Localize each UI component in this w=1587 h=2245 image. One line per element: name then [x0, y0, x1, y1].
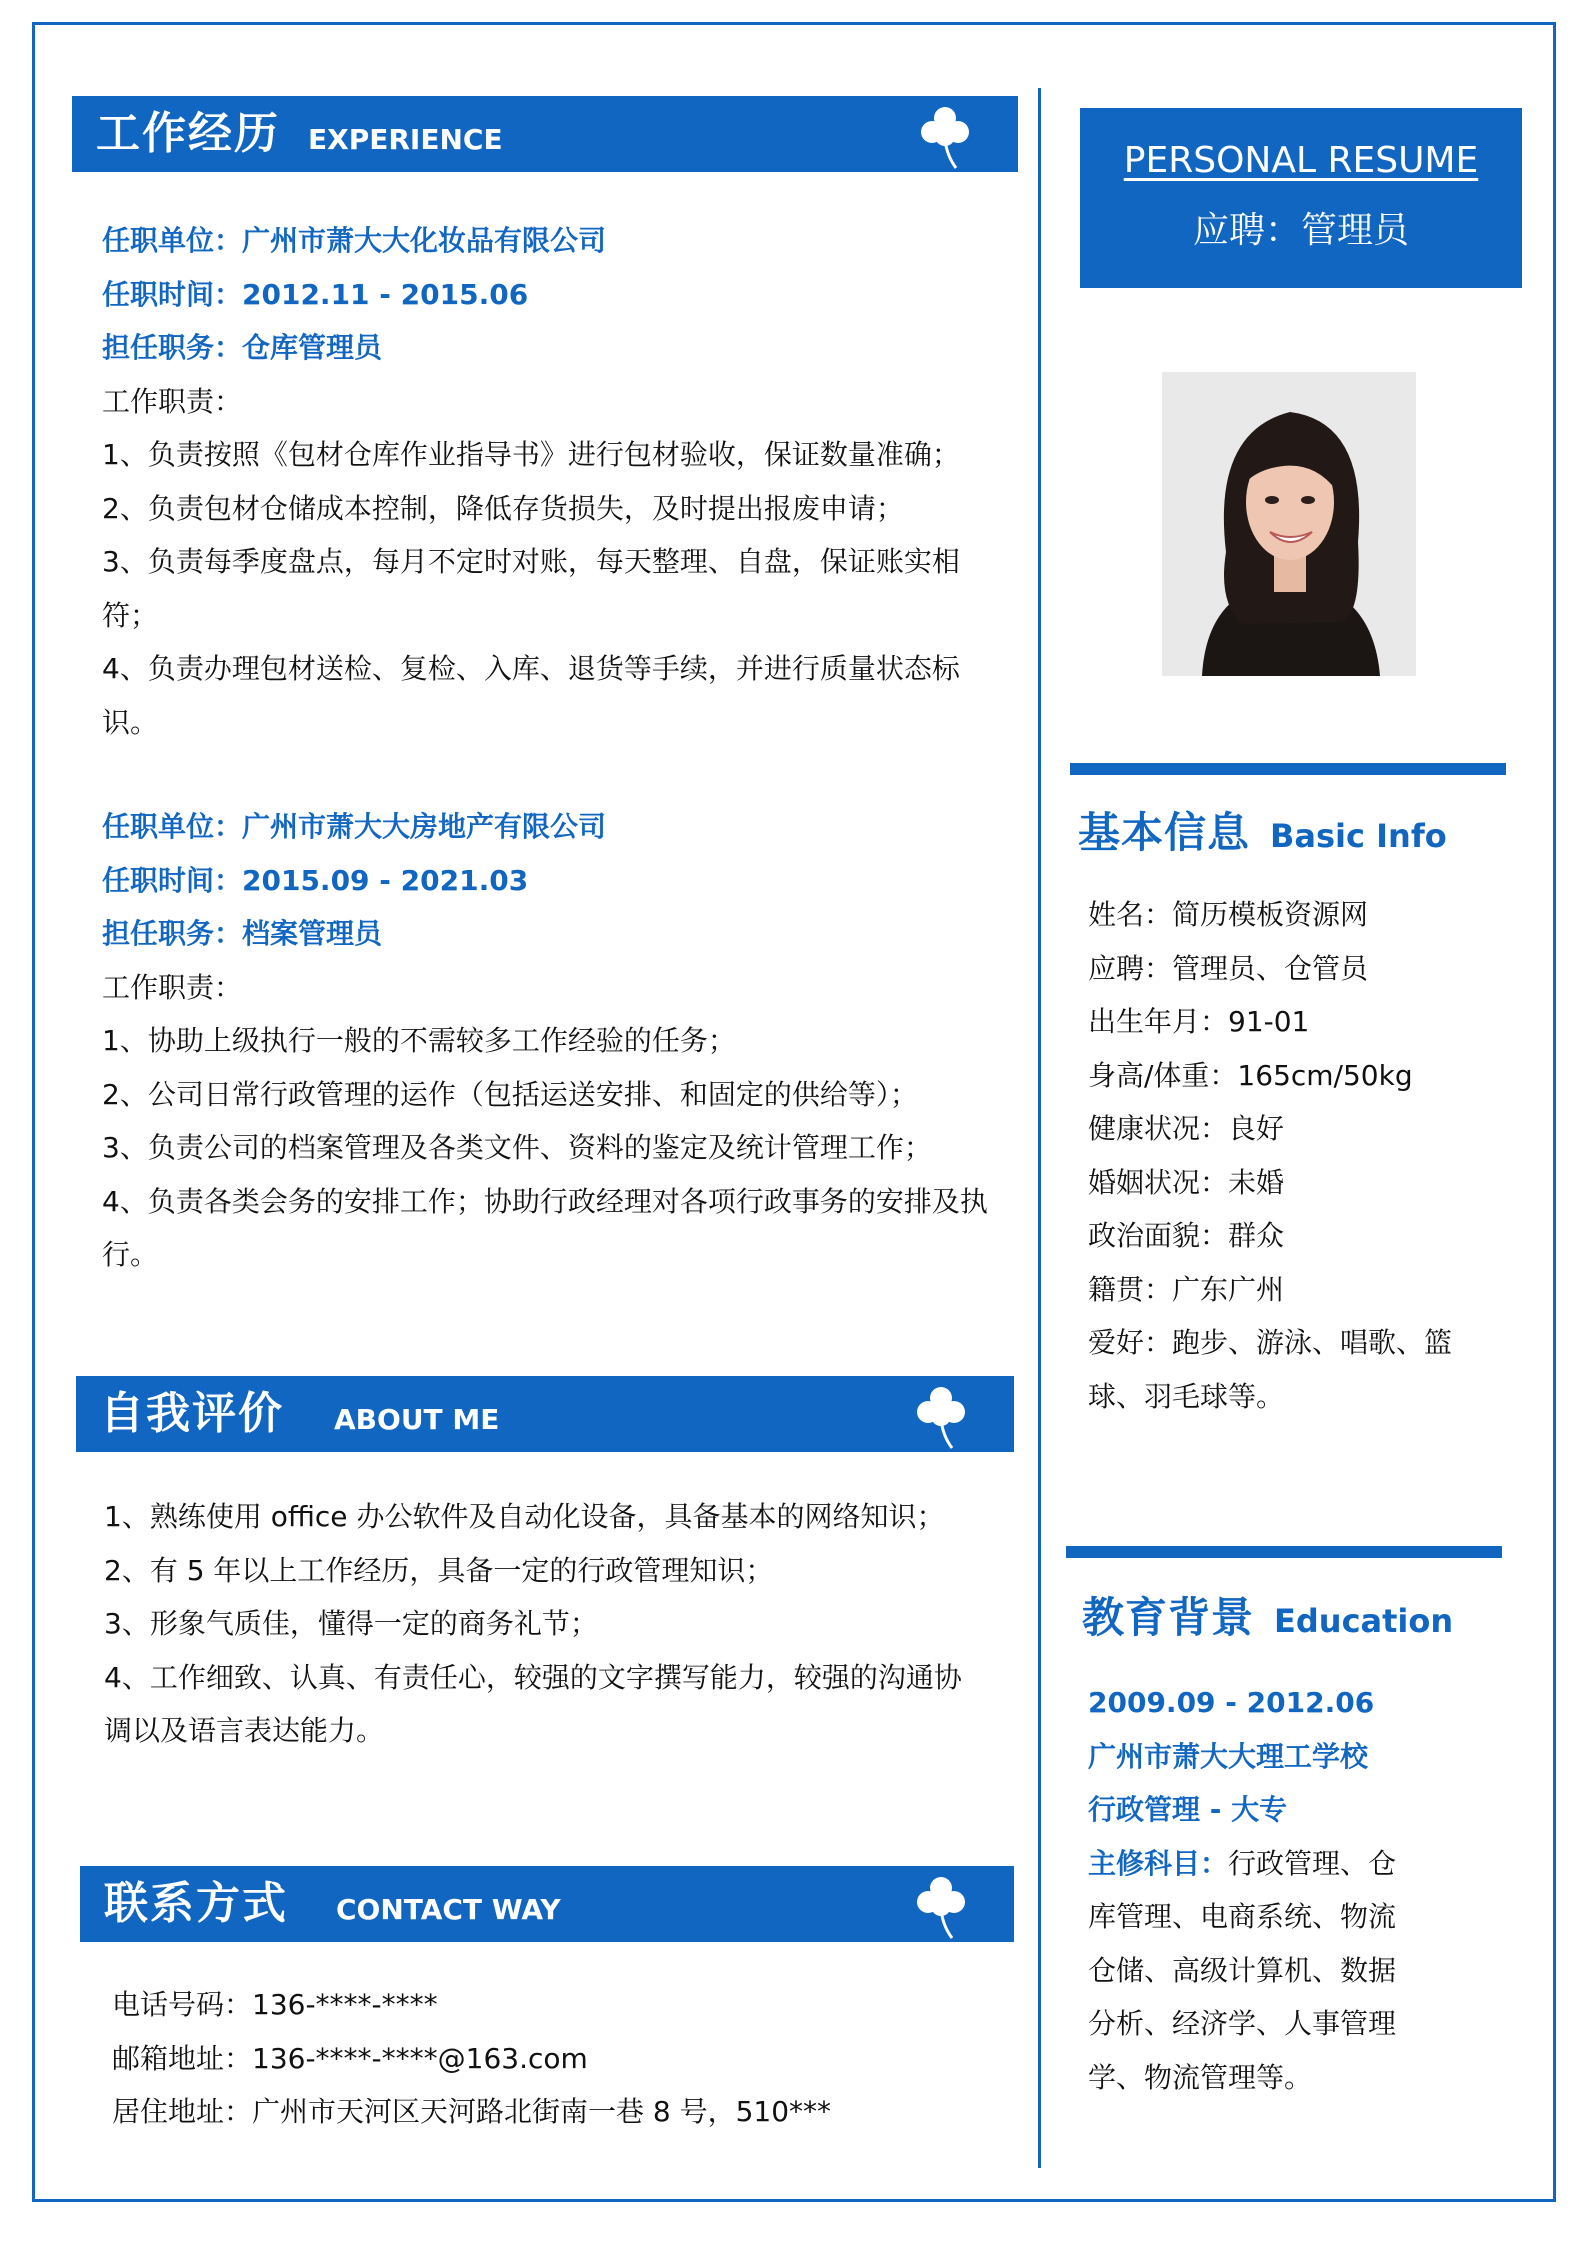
education-period: 2009.09 - 2012.06 — [1088, 1686, 1375, 1719]
job-duty: 2、负责包材仓储成本控制，降低存货损失，及时提出报废申请； — [102, 491, 904, 525]
contact-title-en: CONTACT WAY — [336, 1893, 561, 1926]
job-duty: 3、负责公司的档案管理及各类文件、资料的鉴定及统计管理工作； — [102, 1131, 932, 1164]
education-courses-label: 主修科目： — [1088, 1846, 1229, 1880]
education-school: 广州市萧大大理工学校 — [1088, 1739, 1369, 1773]
contact-phone: 电话号码：136-****-**** — [112, 1988, 438, 2021]
resume-title: PERSONAL RESUME — [1123, 140, 1479, 181]
job-duty: 4、负责各类会务的安排工作；协助行政经理对各项行政事务的安排及执行。 — [102, 1184, 988, 1271]
experience-job-1 — [102, 214, 1002, 749]
job-duty: 2、公司日常行政管理的运作（包括运送安排、和固定的供给等）； — [102, 1077, 918, 1111]
experience-job-2 — [102, 800, 1002, 1282]
basic-info-rule — [1070, 763, 1506, 775]
resume-header — [1080, 108, 1522, 288]
job-duty: 1、负责按照《包材仓库作业指导书》进行包材验收，保证数量准确； — [102, 438, 960, 471]
education-major: 行政管理 - 大专 — [1088, 1793, 1288, 1826]
job-duty-label: 工作职责： — [102, 970, 243, 1004]
job-company: 任职单位：广州市萧大大化妆品有限公司 — [102, 224, 607, 257]
job-position: 担任职务：仓库管理员 — [102, 331, 383, 364]
basic-info-height-weight: 身高/体重：165cm/50kg — [1088, 1058, 1413, 1092]
job-duty: 1、协助上级执行一般的不需较多工作经验的任务； — [102, 1024, 736, 1057]
job-duty: 3、负责每季度盘点，每月不定时对账，每天整理、自盘，保证账实相符； — [102, 545, 960, 632]
clover-icon — [912, 1874, 970, 1940]
job-duty: 4、负责办理包材送检、复检、入库、退货等手续，并进行质量状态标识。 — [102, 652, 960, 739]
contact-list — [112, 1978, 1012, 2139]
profile-photo — [1162, 372, 1416, 676]
job-period: 任职时间：2012.11 - 2015.06 — [102, 277, 529, 311]
basic-info-title-en: Basic Info — [1270, 817, 1447, 855]
about-item: 1、熟练使用 office 办公软件及自动化设备，具备基本的网络知识； — [104, 1500, 945, 1533]
job-period: 任职时间：2015.09 - 2021.03 — [102, 863, 529, 897]
avatar — [1162, 372, 1416, 676]
about-list — [104, 1490, 984, 1758]
about-title-en: ABOUT ME — [334, 1403, 500, 1436]
basic-info-political: 政治面貌：群众 — [1088, 1219, 1285, 1252]
education-title-cn: 教育背景 — [1082, 1593, 1255, 1642]
education-list — [1088, 1676, 1418, 2104]
job-company: 任职单位：广州市萧大大房地产有限公司 — [102, 810, 607, 843]
basic-info-health: 健康状况：良好 — [1088, 1112, 1285, 1145]
basic-info-apply: 应聘：管理员、仓管员 — [1088, 951, 1369, 985]
job-position: 担任职务：档案管理员 — [102, 917, 383, 950]
basic-info-name: 姓名：简历模板资源网 — [1088, 898, 1369, 931]
education-header — [1082, 1585, 1453, 1645]
clover-icon — [916, 104, 974, 170]
education-title-en: Education — [1274, 1602, 1454, 1640]
basic-info-list — [1088, 888, 1468, 1423]
education-courses — [1088, 1837, 1418, 2105]
clover-icon — [912, 1384, 970, 1450]
about-item: 4、工作细致、认真、有责任心，较强的文字撰写能力，较强的沟通协调以及语言表达能力。 — [104, 1660, 962, 1747]
experience-title-cn: 工作经历 — [96, 108, 280, 159]
contact-email: 邮箱地址：136-****-****@163.com — [112, 2041, 588, 2075]
about-header — [76, 1376, 1014, 1452]
basic-info-title-cn: 基本信息 — [1078, 808, 1251, 857]
about-title-cn: 自我评价 — [100, 1388, 284, 1439]
column-divider — [1038, 88, 1041, 2168]
job-duty-label: 工作职责： — [102, 384, 243, 418]
basic-info-hobbies: 爱好：跑步、游泳、唱歌、篮球、羽毛球等。 — [1088, 1326, 1453, 1413]
resume-subtitle: 应聘：管理员 — [1192, 210, 1409, 251]
about-item: 3、形象气质佳，懂得一定的商务礼节； — [104, 1607, 598, 1640]
education-courses-text: 行政管理、仓库管理、电商系统、物流仓储、高级计算机、数据分析、经济学、人事管理学、物流管理等。 — [1088, 1846, 1397, 2094]
about-item: 2、有 5 年以上工作经历，具备一定的行政管理知识； — [104, 1553, 774, 1587]
basic-info-header — [1078, 800, 1447, 860]
experience-header — [72, 96, 1018, 172]
basic-info-birth: 出生年月：91-01 — [1088, 1005, 1310, 1038]
education-rule — [1066, 1546, 1502, 1558]
basic-info-hometown: 籍贯：广东广州 — [1088, 1272, 1285, 1306]
contact-title-cn: 联系方式 — [104, 1878, 288, 1929]
basic-info-marital: 婚姻状况：未婚 — [1088, 1165, 1285, 1199]
contact-header — [80, 1866, 1014, 1942]
contact-address: 居住地址：广州市天河区天河路北街南一巷 8 号，510*** — [112, 2095, 832, 2128]
experience-title-en: EXPERIENCE — [308, 123, 503, 156]
